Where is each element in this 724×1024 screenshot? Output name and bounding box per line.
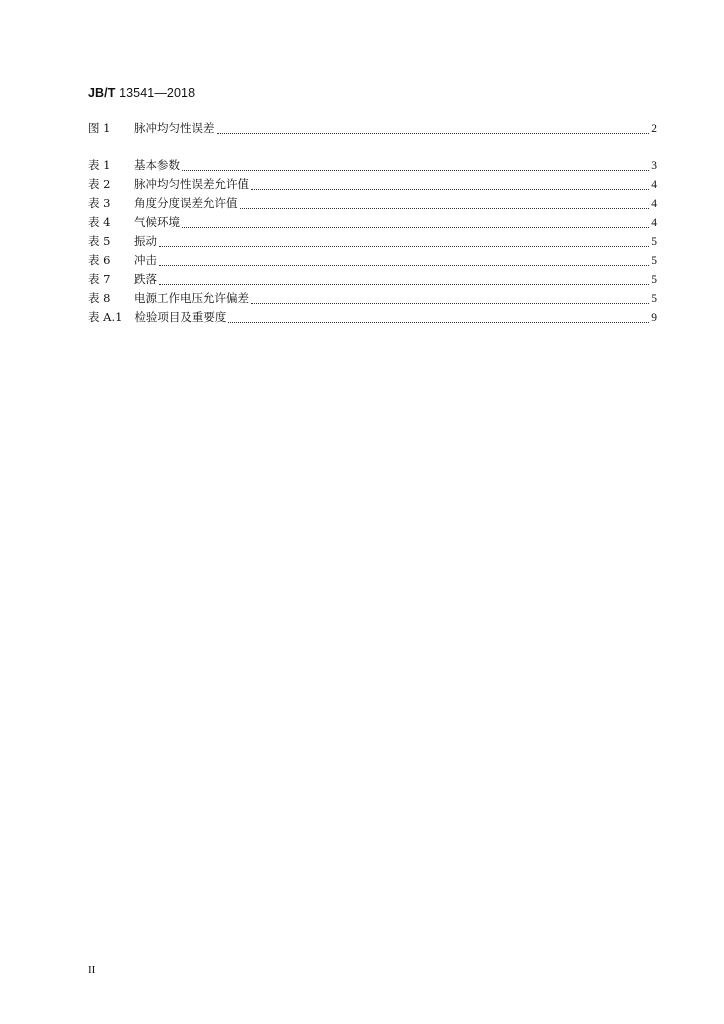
- toc-entry-label: 表 3: [88, 196, 111, 210]
- toc-entry-label: 表 2: [88, 177, 111, 191]
- toc-entry-label: 表 6: [88, 253, 111, 267]
- figure-list: [88, 119, 657, 138]
- page-number: II: [88, 964, 96, 976]
- leader-dots: [182, 226, 649, 228]
- toc-entry-title: 振动: [134, 234, 157, 248]
- toc-entry-page: 5: [651, 274, 657, 286]
- toc-entry-title: 脉冲均匀性误差允许值: [134, 177, 249, 191]
- toc-entry-table-1[interactable]: [88, 156, 657, 175]
- toc-entry-table-6[interactable]: [88, 251, 657, 270]
- toc-entry-label: 表 5: [88, 234, 111, 248]
- standard-number: 13541—2018: [115, 86, 196, 100]
- toc-entry-page: 5: [651, 236, 657, 248]
- document-code: [88, 86, 195, 100]
- toc-entry-title: 电源工作电压允许偏差: [134, 291, 249, 305]
- toc-entry-label: 表 1: [88, 158, 111, 172]
- leader-dots: [159, 283, 649, 285]
- toc-entry-table-a1[interactable]: [88, 308, 657, 327]
- leader-dots: [240, 207, 650, 209]
- toc-entry-title: 冲击: [134, 253, 157, 267]
- toc-entry-label: 表 4: [88, 215, 111, 229]
- toc-entry-table-4[interactable]: [88, 213, 657, 232]
- leader-dots: [251, 188, 649, 190]
- toc-entry-table-5[interactable]: [88, 232, 657, 251]
- toc-entry-page: 5: [651, 255, 657, 267]
- toc-entry-title: 基本参数: [134, 158, 180, 172]
- toc-entry-label: 图 1: [88, 121, 111, 135]
- toc-entry-page: 3: [651, 160, 657, 172]
- toc-entry-label: 表 7: [88, 272, 111, 286]
- toc-entry-table-7[interactable]: [88, 270, 657, 289]
- leader-dots: [228, 321, 649, 323]
- toc-entry-table-8[interactable]: [88, 289, 657, 308]
- leader-dots: [251, 302, 649, 304]
- toc-entry-title: 气候环境: [134, 215, 180, 229]
- toc-entry-page: 2: [651, 123, 657, 135]
- leader-dots: [159, 245, 649, 247]
- toc-entry-label: 表 A.1: [88, 310, 123, 324]
- toc-entry-label: 表 8: [88, 291, 111, 305]
- toc-entry-page: 4: [651, 179, 657, 191]
- table-of-contents: [88, 119, 657, 327]
- table-list: [88, 156, 657, 327]
- toc-entry-title: 检验项目及重要度: [134, 310, 227, 324]
- toc-entry-figure-1[interactable]: [88, 119, 657, 138]
- toc-entry-page: 4: [651, 217, 657, 229]
- toc-entry-title: 角度分度误差允许值: [134, 196, 238, 210]
- leader-dots: [159, 264, 649, 266]
- toc-entry-title: 脉冲均匀性误差: [134, 121, 215, 135]
- leader-dots: [217, 132, 650, 134]
- standard-prefix: JB/T: [88, 86, 116, 100]
- toc-entry-page: 4: [651, 198, 657, 210]
- leader-dots: [182, 169, 649, 171]
- toc-entry-page: 5: [651, 293, 657, 305]
- toc-entry-title: 跌落: [134, 272, 157, 286]
- toc-entry-page: 9: [651, 312, 657, 324]
- toc-entry-table-3[interactable]: [88, 194, 657, 213]
- toc-entry-table-2[interactable]: [88, 175, 657, 194]
